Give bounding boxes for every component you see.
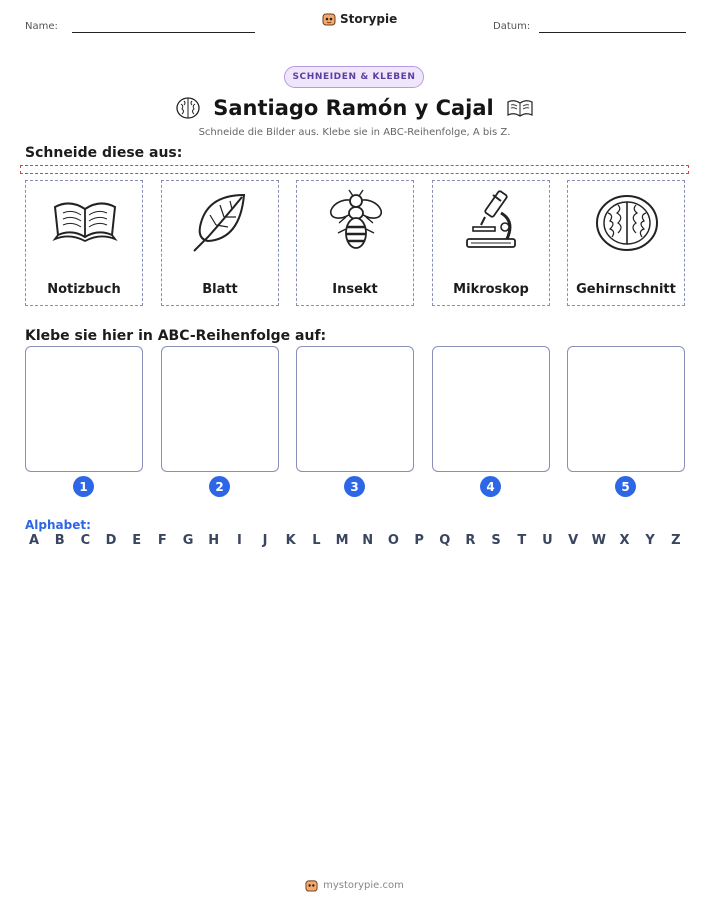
alphabet-row xyxy=(25,533,685,548)
cut-line[interactable] xyxy=(20,165,689,174)
alphabet-letter: T xyxy=(517,533,527,548)
cut-card-gehirnschnitt[interactable] xyxy=(567,180,685,306)
alphabet-letter: M xyxy=(335,533,349,548)
card-label: Gehirnschnitt xyxy=(576,282,676,297)
bee-icon xyxy=(321,187,391,257)
alphabet-letter: A xyxy=(28,533,40,548)
leaf-icon xyxy=(186,187,256,257)
paste-box-1[interactable] xyxy=(25,346,143,472)
footer-url[interactable]: mystorypie.com xyxy=(323,880,404,891)
storypie-mascot-icon xyxy=(305,879,318,892)
alphabet-letter: J xyxy=(262,533,268,548)
open-book-icon xyxy=(506,97,534,119)
alphabet-letter: I xyxy=(236,533,242,548)
alphabet-letter: U xyxy=(542,533,553,548)
alphabet-letter: Q xyxy=(439,533,451,548)
alphabet-letter: E xyxy=(132,533,142,548)
number-badge: 3 xyxy=(344,476,365,497)
alphabet-letter: Y xyxy=(645,533,655,548)
card-label: Notizbuch xyxy=(47,282,121,297)
alphabet-letter: S xyxy=(491,533,501,548)
footer xyxy=(0,879,709,892)
alphabet-letter: V xyxy=(568,533,579,548)
cut-heading: Schneide diese aus: xyxy=(25,145,183,161)
paste-box-2[interactable] xyxy=(161,346,279,472)
name-line[interactable] xyxy=(72,32,255,33)
alphabet-letter: R xyxy=(465,533,476,548)
storypie-logo xyxy=(322,12,397,26)
card-label: Mikroskop xyxy=(453,282,529,297)
storypie-mascot-icon xyxy=(322,12,336,26)
alphabet-letter: F xyxy=(157,533,167,548)
number-badge: 2 xyxy=(209,476,230,497)
alphabet-letter: H xyxy=(208,533,220,548)
number-badge: 5 xyxy=(615,476,636,497)
instructions-subtitle: Schneide die Bilder aus. Klebe sie in ABC-Reihenfolge, A bis Z. xyxy=(198,127,511,138)
alphabet-letter: N xyxy=(362,533,374,548)
card-label: Insekt xyxy=(332,282,378,297)
microscope-icon xyxy=(457,187,527,257)
alphabet-letter: K xyxy=(285,533,296,548)
alphabet-letter: P xyxy=(414,533,424,548)
alphabet-letter: C xyxy=(80,533,91,548)
brain-slice-icon xyxy=(592,187,662,257)
alphabet-letter: L xyxy=(312,533,321,548)
logo-text: Storypie xyxy=(340,12,398,26)
alphabet-letter: B xyxy=(54,533,65,548)
date-label: Datum: xyxy=(493,21,531,32)
alphabet-letter: O xyxy=(387,533,399,548)
card-label: Blatt xyxy=(202,282,238,297)
alphabet-letter: W xyxy=(591,533,606,548)
cut-card-blatt[interactable] xyxy=(161,180,279,306)
number-badge: 4 xyxy=(480,476,501,497)
name-label: Name: xyxy=(25,21,58,32)
paste-heading: Klebe sie hier in ABC-Reihenfolge auf: xyxy=(25,328,327,344)
alphabet-letter: G xyxy=(182,533,194,548)
alphabet-label: Alphabet: xyxy=(25,518,91,532)
title-row xyxy=(0,92,709,124)
activity-badge: SCHNEIDEN & KLEBEN xyxy=(284,66,424,88)
paste-box-4[interactable] xyxy=(432,346,550,472)
alphabet-letter: Z xyxy=(671,533,681,548)
alphabet-letter: X xyxy=(619,533,630,548)
paste-box-5[interactable] xyxy=(567,346,685,472)
cut-card-notizbuch[interactable] xyxy=(25,180,143,306)
cut-card-insekt[interactable] xyxy=(296,180,414,306)
cut-card-mikroskop[interactable] xyxy=(432,180,550,306)
page-title: Santiago Ramón y Cajal xyxy=(213,96,494,120)
number-badge: 1 xyxy=(73,476,94,497)
paste-box-3[interactable] xyxy=(296,346,414,472)
brain-icon xyxy=(175,95,201,121)
date-line[interactable] xyxy=(539,32,686,33)
alphabet-letter: D xyxy=(105,533,117,548)
notebook-icon xyxy=(50,187,120,257)
